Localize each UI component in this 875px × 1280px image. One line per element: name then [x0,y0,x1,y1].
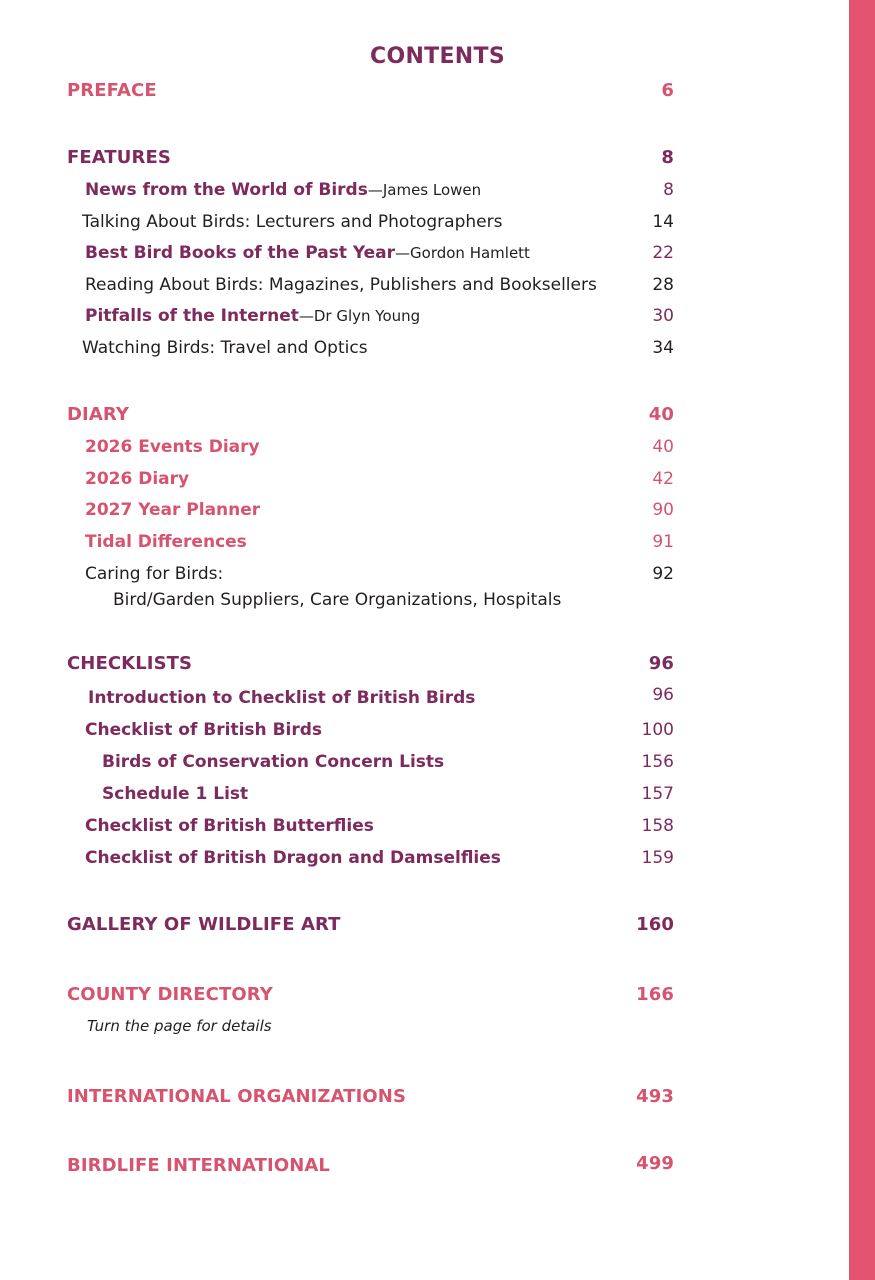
toc-subtitle: Bird/Garden Suppliers, Care Organizations, Hospitals [113,590,562,610]
toc-page-number: 90 [652,500,674,520]
toc-page-number: 96 [652,685,674,705]
toc-entry[interactable] [0,243,875,269]
toc-entry[interactable] [0,784,875,810]
toc-title: Best Bird Books of the Past Year [85,243,396,263]
toc-note: Turn the page for details [87,1017,272,1035]
toc-title: 2026 Diary [85,469,190,489]
toc-label: FEATURES [67,147,171,168]
toc-entry-preface[interactable] [0,80,875,106]
toc-entry[interactable] [0,752,875,778]
toc-page-number: 499 [636,1153,674,1174]
toc-page-number: 158 [641,816,674,836]
toc-page-number: 6 [661,80,674,101]
toc-title: Introduction to Checklist of British Birds [88,688,476,708]
toc-page-number: 166 [636,984,674,1005]
toc-entry[interactable] [0,816,875,842]
toc-label: PREFACE [67,80,157,101]
toc-note-row [0,1017,875,1043]
toc-label: BIRDLIFE INTERNATIONAL [67,1155,330,1176]
toc-entry-gallery[interactable] [0,914,875,940]
toc-title: Tidal Differences [85,532,247,552]
toc-label: INTERNATIONAL ORGANIZATIONS [67,1086,407,1107]
toc-section-checklists[interactable] [0,653,875,679]
toc-page-number: 96 [648,653,674,674]
toc-entry[interactable] [0,685,875,714]
toc-page-number: 100 [641,720,674,740]
toc-section-diary[interactable] [0,404,875,430]
toc-title: Talking About Birds: Lecturers and Photographers [82,212,503,232]
toc-title: Reading About Birds: Magazines, Publishers and Booksellers [85,275,597,295]
toc-page-number: 34 [652,338,674,358]
toc-page-number: 91 [652,532,674,552]
toc-author: —Dr Glyn Young [298,307,421,325]
toc-title: 2027 Year Planner [85,500,261,520]
toc-page-number: 14 [652,212,674,232]
toc-section-features[interactable] [0,147,875,173]
toc-page-number: 8 [663,180,674,200]
toc-page-number: 30 [652,306,674,326]
toc-entry[interactable] [0,532,875,558]
toc-title: News from the World of Birds [85,180,368,200]
toc-entry[interactable] [0,180,875,206]
toc-title: Checklist of British Dragon and Damselflies [85,848,501,868]
toc-entry[interactable] [0,500,875,526]
toc-title: Birds of Conservation Concern Lists [102,752,445,772]
toc-page-number: 493 [636,1086,674,1107]
toc-page-number: 8 [661,147,674,168]
toc-page-number: 157 [641,784,674,804]
toc-label: DIARY [67,404,129,425]
toc-page-number: 40 [652,437,674,457]
toc-page-number: 40 [648,404,674,425]
toc-label: GALLERY OF WILDLIFE ART [67,914,341,935]
toc-title: Caring for Birds: [85,564,224,584]
toc-entry-international-organizations[interactable] [0,1086,875,1112]
toc-title: Watching Birds: Travel and Optics [82,338,368,358]
toc-entry[interactable] [0,720,875,746]
page-title: CONTENTS [370,44,505,69]
toc-entry[interactable] [0,212,875,238]
toc-page-number: 22 [652,243,674,263]
toc-entry[interactable] [0,469,875,495]
toc-entry[interactable] [0,275,875,301]
toc-page-number: 159 [641,848,674,868]
toc-page-number: 160 [636,914,674,935]
toc-title: Schedule 1 List [102,784,249,804]
toc-label: CHECKLISTS [67,653,193,674]
toc-label: COUNTY DIRECTORY [67,984,273,1005]
toc-page-number: 92 [652,564,674,584]
toc-entry[interactable] [0,437,875,463]
toc-author: —James Lowen [367,181,482,199]
toc-page-number: 28 [652,275,674,295]
toc-entry[interactable] [0,564,875,616]
toc-title: Checklist of British Butterflies [85,816,374,836]
toc-author: —Gordon Hamlett [395,244,530,262]
toc-title: Pitfalls of the Internet [85,306,299,326]
toc-title: 2026 Events Diary [85,437,260,457]
toc-entry[interactable] [0,306,875,332]
toc-entry[interactable] [0,338,875,364]
toc-entry-birdlife-international[interactable] [0,1155,875,1181]
toc-entry[interactable] [0,848,875,874]
toc-page-number: 156 [641,752,674,772]
toc-title: Checklist of British Birds [85,720,323,740]
toc-entry-county-directory[interactable] [0,984,875,1010]
toc-page-number: 42 [652,469,674,489]
